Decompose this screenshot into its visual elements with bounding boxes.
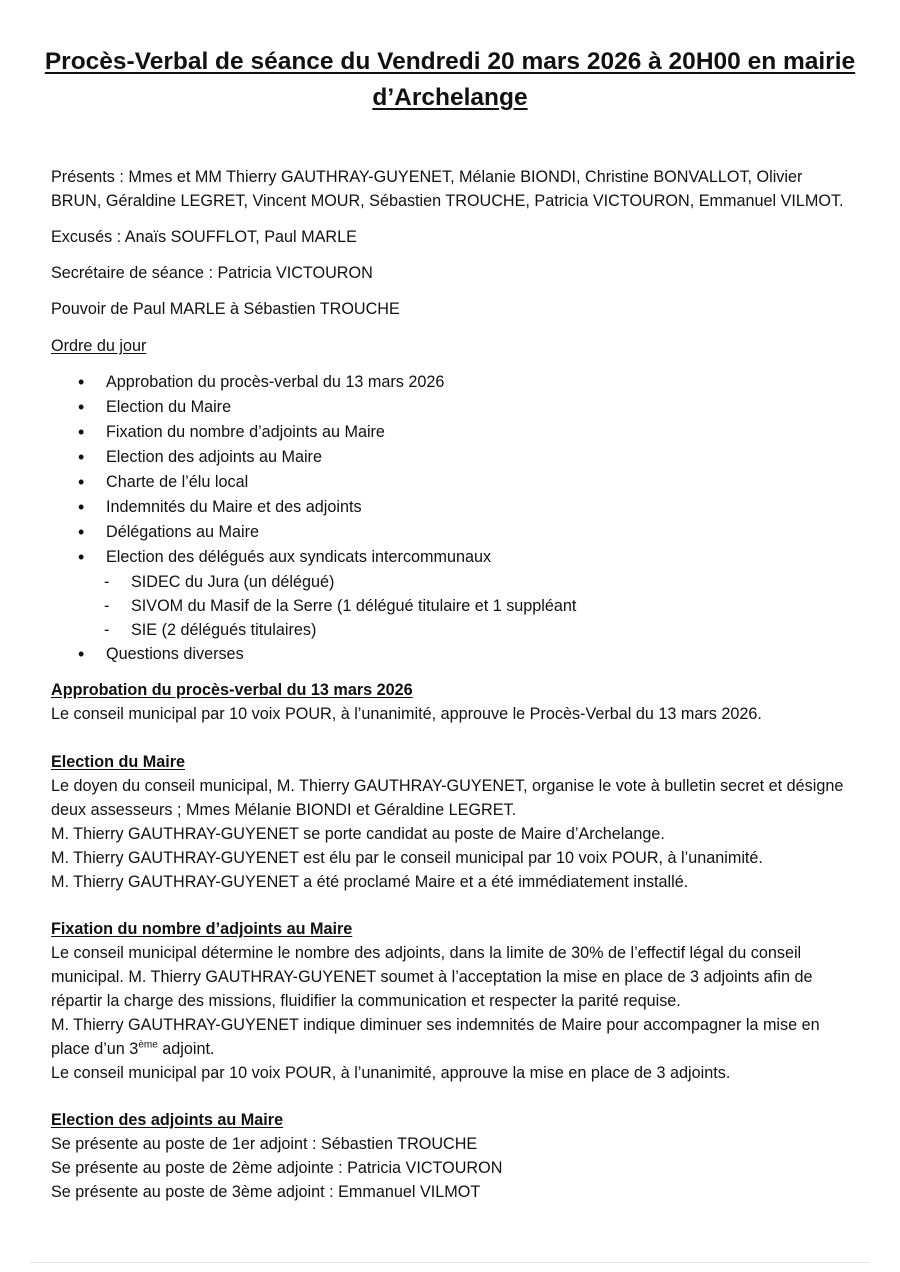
attendance-presents	[51, 165, 851, 213]
agenda-item: • Election des délégués aux syndicats intercommunaux	[51, 545, 851, 570]
title-line-2: d’Archelange	[372, 84, 528, 111]
agenda-item: • Election des adjoints au Maire	[51, 445, 851, 470]
secretaire-text: Secrétaire de séance : Patricia VICTOURON	[51, 264, 373, 282]
section-heading: Election du Maire	[51, 753, 186, 771]
paragraph-text: M. Thierry GAUTHRAY-GUYENET indique diminuer ses indemnités de Maire pour accompagner la mise en place d’un 3	[51, 1016, 820, 1058]
agenda-item: • Délégations au Maire	[51, 520, 851, 545]
agenda-item: • Charte de l’élu local	[51, 470, 851, 495]
presents-text: Présents : Mmes et MM Thierry GAUTHRAY-GUYENET, Mélanie BIONDI, Christine BONVALLOT, Olivier BRUN, Géraldine LEGRET, Vincent MOUR, Sébastien TROUCHE, Patricia VICTOURON, Emmanuel VILMOT.	[51, 168, 844, 210]
agenda-subitem: - SIDEC du Jura (un délégué)	[51, 570, 851, 594]
agenda-item: • Fixation du nombre d’adjoints au Maire	[51, 420, 851, 445]
excuses-text: Excusés : Anaïs SOUFFLOT, Paul MARLE	[51, 228, 357, 246]
section-paragraph: Le conseil municipal par 10 voix POUR, à l’unanimité, approuve la mise en place de 3 adjoints.	[51, 1064, 731, 1082]
agenda-subitem: - SIVOM du Masif de la Serre (1 délégué titulaire et 1 suppléant	[51, 594, 851, 618]
superscript: ème	[138, 1039, 158, 1051]
pouvoir-text: Pouvoir de Paul MARLE à Sébastien TROUCHE	[51, 300, 400, 318]
section-paragraph: Se présente au poste de 1er adjoint : Sébastien TROUCHE	[51, 1135, 478, 1153]
section-paragraph: Se présente au poste de 3ème adjoint : Emmanuel VILMOT	[51, 1183, 481, 1201]
section-paragraph	[51, 1013, 851, 1061]
agenda-heading: Ordre du jour	[51, 337, 147, 355]
section-paragraph: M. Thierry GAUTHRAY-GUYENET est élu par le conseil municipal par 10 voix POUR, à l’unanimité.	[51, 849, 763, 867]
section-paragraph: Le conseil municipal détermine le nombre des adjoints, dans la limite de 30% de l’effectif légal du conseil municipal. M. Thierry GAUTHRAY-GUYENET soumet à l’acceptation la mise en place de 3 adjoints afin de répartir la charge des missions, fluidifier la communication et respecter la parité requise.	[51, 944, 813, 1010]
section-paragraph: M. Thierry GAUTHRAY-GUYENET a été proclamé Maire et a été immédiatement installé.	[51, 873, 689, 891]
attendance-excuses	[51, 225, 851, 249]
attendance-pouvoir	[51, 297, 851, 321]
agenda-item: • Indemnités du Maire et des adjoints	[51, 495, 851, 520]
section-fixation	[51, 917, 851, 1085]
section-election-maire	[51, 750, 851, 894]
section-paragraph: Le conseil municipal par 10 voix POUR, à l’unanimité, approuve le Procès-Verbal du 13 mars 2026.	[51, 705, 762, 723]
agenda-subitem: - SIE (2 délégués titulaires)	[51, 618, 851, 642]
agenda-item: • Approbation du procès-verbal du 13 mars 2026	[51, 370, 851, 395]
attendance-secretaire	[51, 261, 851, 285]
section-heading: Fixation du nombre d’adjoints au Maire	[51, 920, 353, 938]
agenda-list	[51, 370, 851, 667]
agenda-heading-block	[51, 334, 851, 358]
document-title	[30, 44, 870, 116]
title-line-1: Procès-Verbal de séance du Vendredi 20 mars 2026 à 20H00 en mairie	[44, 48, 856, 75]
section-paragraph: Le doyen du conseil municipal, M. Thierry GAUTHRAY-GUYENET, organise le vote à bulletin secret et désigne deux assesseurs ; Mmes Mélanie BIONDI et Géraldine LEGRET.	[51, 777, 844, 819]
section-election-adjoints	[51, 1108, 851, 1204]
page-bottom-rule	[30, 1262, 870, 1263]
section-approbation	[51, 678, 851, 726]
section-paragraph: M. Thierry GAUTHRAY-GUYENET se porte candidat au poste de Maire d’Archelange.	[51, 825, 665, 843]
section-paragraph: Se présente au poste de 2ème adjointe : Patricia VICTOURON	[51, 1159, 503, 1177]
agenda-item: • Election du Maire	[51, 395, 851, 420]
section-heading: Election des adjoints au Maire	[51, 1111, 284, 1129]
agenda-list-block	[51, 370, 851, 667]
agenda-item: • Questions diverses	[51, 642, 851, 667]
paragraph-text: adjoint.	[157, 1040, 215, 1058]
section-heading: Approbation du procès-verbal du 13 mars 2026	[51, 681, 413, 699]
